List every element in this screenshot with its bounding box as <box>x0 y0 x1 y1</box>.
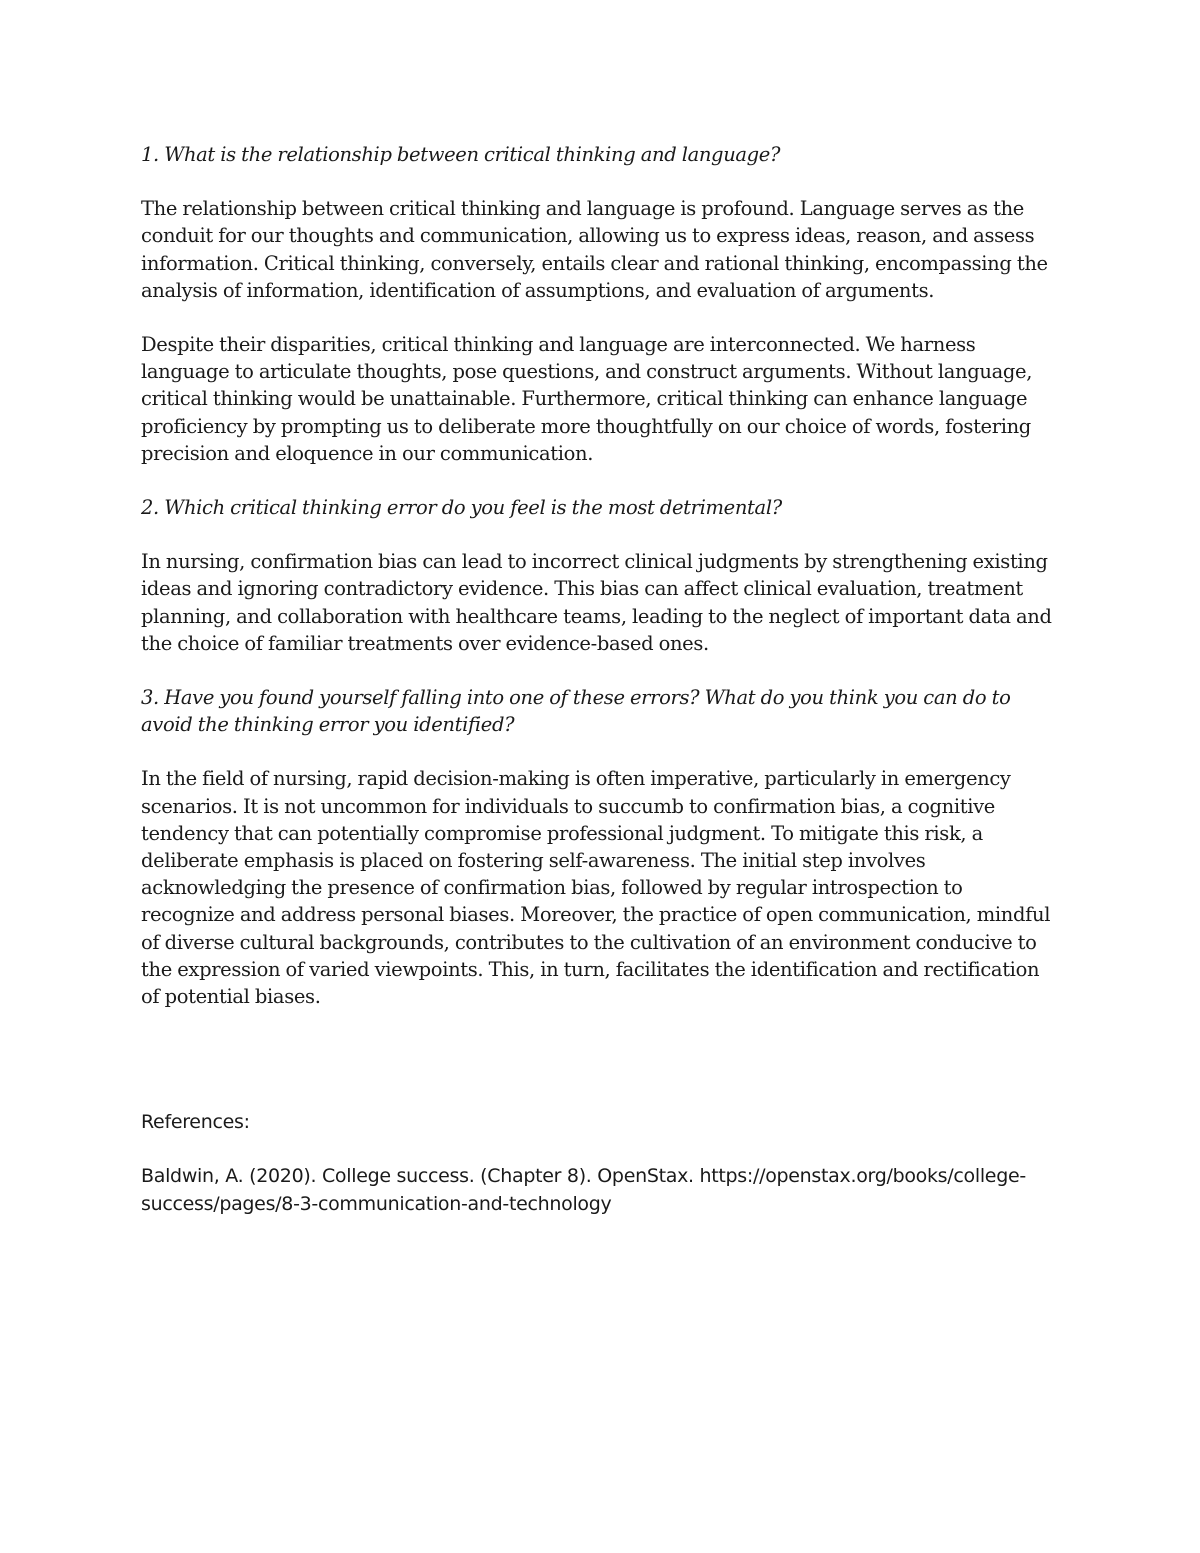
answer-2-paragraph-1: In nursing, confirmation bias can lead to incorrect clinical judgments by strengthening existing ideas and ignoring contradictory evidence. This bias can affect clinical evaluation, treatment planning, and collaboration with healthcare teams, leading to the neglect of important data and the choice of familiar treatments over evidence-based ones. <box>141 550 1052 655</box>
paragraph-gap <box>141 521 1059 548</box>
references-heading: References: <box>141 1111 250 1134</box>
answer-3-paragraph-1: In the field of nursing, rapid decision-making is often imperative, particularly in emergency scenarios. It is not uncommon for individuals to succumb to confirmation bias, a cognitive tendency that can potentially compromise professional judgment. To mitigate this risk, a deliberate emphasis is placed on fostering self-awareness. The initial step involves acknowledging the presence of confirmation bias, followed by regular introspection to recognize and address personal biases. Moreover, the practice of open communication, mindful of diverse cultural backgrounds, contributes to the cultivation of an environment conducive to the expression of varied viewpoints. This, in turn, facilitates the identification and rectification of potential biases. <box>141 767 1051 1009</box>
section-gap <box>141 1010 1059 1109</box>
question-1: 1. What is the relationship between critical thinking and language? <box>141 143 781 166</box>
paragraph-gap <box>141 168 1059 195</box>
paragraph-gap <box>141 1136 1059 1163</box>
paragraph-gap <box>141 304 1059 331</box>
question-2: 2. Which critical thinking error do you feel is the most detrimental? <box>141 496 782 520</box>
reference-entry: Baldwin, A. (2020). College success. (Chapter 8). OpenStax. https://openstax.org/books/college-success/pages/8-3-communication-and-technology <box>141 1165 1026 1215</box>
answer-1-paragraph-1: The relationship between critical thinking and language is profound. Language serves as the conduit for our thoughts and communication, allowing us to express ideas, reason, and assess information. Critical thinking, conversely, entails clear and rational thinking, encompassing the analysis of information, identification of assumptions, and evaluation of arguments. <box>141 197 1048 302</box>
answer-1-paragraph-2: Despite their disparities, critical thinking and language are interconnected. We harness language to articulate thoughts, pose questions, and construct arguments. Without language, critical thinking would be unattainable. Furthermore, critical thinking can enhance language proficiency by prompting us to deliberate more thoughtfully on our choice of words, fostering precision and eloquence in our communication. <box>141 333 1033 465</box>
question-3: 3. Have you found yourself falling into one of these errors? What do you think you can do to avoid the thinking error you identified? <box>141 686 1011 737</box>
paragraph-gap <box>141 467 1059 494</box>
document-body <box>141 141 1059 1218</box>
paragraph-gap <box>141 738 1059 765</box>
paragraph-gap <box>141 657 1059 684</box>
